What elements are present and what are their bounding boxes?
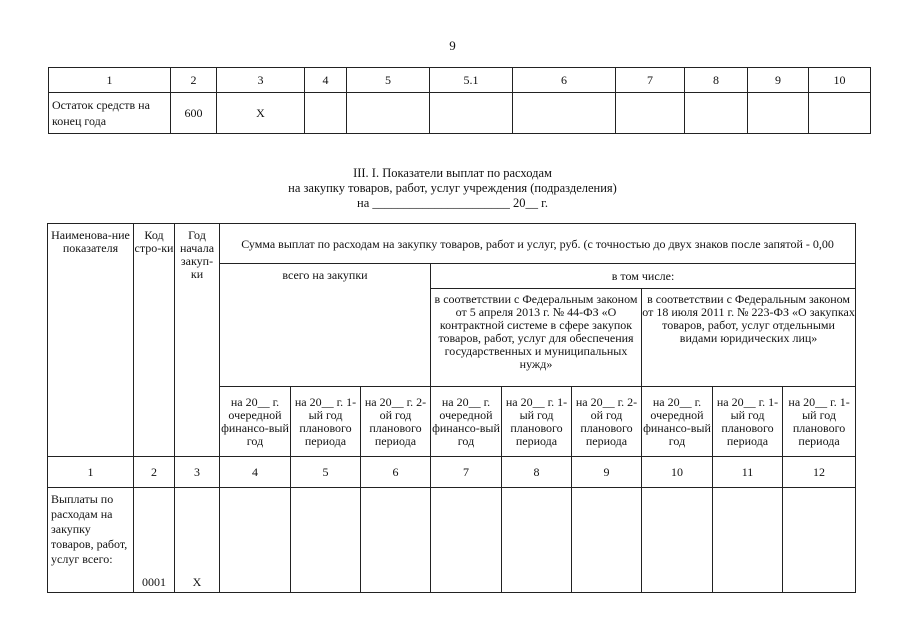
- row-name: Остаток средств на конец года: [49, 93, 171, 134]
- table-row: [49, 93, 871, 134]
- period-header: на 20__ г. 1-ый год планового периода: [713, 387, 783, 457]
- column-number: 7: [431, 457, 502, 488]
- column-number: 8: [502, 457, 572, 488]
- column-number: 2: [134, 457, 175, 488]
- row-name: Выплаты по расходам на закупку товаров, работ, услуг всего:: [48, 488, 134, 593]
- section-date-line: на ______________________ 20__ г.: [357, 196, 548, 210]
- column-number: 5: [291, 457, 361, 488]
- column-number: 9: [572, 457, 642, 488]
- column-number: 2: [171, 68, 217, 93]
- row-year: X: [175, 488, 220, 593]
- column-number: 10: [642, 457, 713, 488]
- row-code: 0001: [134, 488, 175, 593]
- balance-table: [48, 67, 871, 134]
- period-header: на 20__ г. 2-ой год планового периода: [572, 387, 642, 457]
- row-code: 600: [171, 93, 217, 134]
- header-row-1: [48, 224, 856, 264]
- table-row: [48, 488, 856, 593]
- table-cell: [685, 93, 748, 134]
- column-number: 6: [513, 68, 616, 93]
- period-header: на 20__ г. 2-ой год планового периода: [361, 387, 431, 457]
- header-name: Наименова-ние показателя: [48, 224, 134, 457]
- table-cell: [572, 488, 642, 593]
- period-header: на 20__ г. 1-ый год планового периода: [291, 387, 361, 457]
- page-number: 9: [449, 38, 456, 53]
- period-header: на 20__ г. очередной финансо-вый год: [642, 387, 713, 457]
- header-year: Год начала закуп-ки: [175, 224, 220, 457]
- column-number: 9: [748, 68, 809, 93]
- column-number: 12: [783, 457, 856, 488]
- column-number: 5: [347, 68, 430, 93]
- column-number: 4: [305, 68, 347, 93]
- column-numbers-row: [48, 457, 856, 488]
- table-cell: [783, 488, 856, 593]
- table-cell: [713, 488, 783, 593]
- table-cell: [220, 488, 291, 593]
- table-cell: [347, 93, 430, 134]
- table-cell: [431, 488, 502, 593]
- table-cell: [305, 93, 347, 134]
- table-cell: [291, 488, 361, 593]
- period-header: на 20__ г. 1-ый год планового периода: [783, 387, 856, 457]
- column-number: 4: [220, 457, 291, 488]
- column-number: 11: [713, 457, 783, 488]
- period-header: на 20__ г. очередной финансо-вый год: [431, 387, 502, 457]
- column-number: 7: [616, 68, 685, 93]
- column-number: 6: [361, 457, 431, 488]
- header-223fz: в соответствии с Федеральным законом от 18 июля 2011 г. № 223-ФЗ «О закупках товаров, работ, услуг отдельными видами юридических лиц»: [642, 289, 856, 387]
- procurement-payments-table: [47, 223, 856, 593]
- header-total: всего на закупки: [220, 264, 431, 387]
- header-sum: Сумма выплат по расходам на закупку товаров, работ и услуг, руб. (с точностью до двух знаков после запятой - 0,00: [220, 224, 856, 264]
- period-header: на 20__ г. очередной финансо-вый год: [220, 387, 291, 457]
- table-cell: [748, 93, 809, 134]
- section-title: III. I. Показатели выплат по расходам: [353, 166, 552, 180]
- column-number: 8: [685, 68, 748, 93]
- table-cell: [361, 488, 431, 593]
- row-cell-x: X: [217, 93, 305, 134]
- table-cell: [430, 93, 513, 134]
- column-number: 5.1: [430, 68, 513, 93]
- table-header-row: [49, 68, 871, 93]
- section-subtitle: на закупку товаров, работ, услуг учреждения (подразделения): [288, 181, 617, 195]
- header-including: в том числе:: [431, 264, 856, 289]
- header-44fz: в соответствии с Федеральным законом от 5 апреля 2013 г. № 44-ФЗ «О контрактной системе в сфере закупок товаров, работ, услуг для обеспечения государственных и муниципальных нужд»: [431, 289, 642, 387]
- table-cell: [642, 488, 713, 593]
- table-cell: [513, 93, 616, 134]
- column-number: 1: [48, 457, 134, 488]
- column-number: 3: [175, 457, 220, 488]
- column-number: 10: [809, 68, 871, 93]
- table-cell: [616, 93, 685, 134]
- table-cell: [502, 488, 572, 593]
- column-number: 3: [217, 68, 305, 93]
- header-code: Код стро-ки: [134, 224, 175, 457]
- period-header: на 20__ г. 1-ый год планового периода: [502, 387, 572, 457]
- column-number: 1: [49, 68, 171, 93]
- table-cell: [809, 93, 871, 134]
